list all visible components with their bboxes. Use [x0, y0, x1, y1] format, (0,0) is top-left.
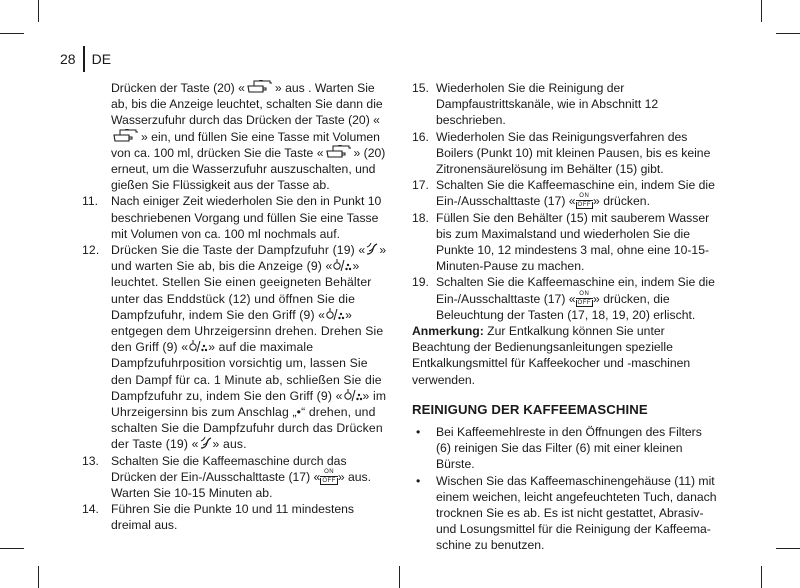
list-item: 16. Wiederholen Sie das Reinigungsverfahren des Boilers (Punkt 10) mit kleinen Pausen, bis es keine Zitronensäurelösung im Behälter (15) gibt.: [412, 129, 711, 177]
crop-mark: [761, 0, 762, 22]
coffee-cup-icon: [324, 145, 354, 159]
crop-mark: [776, 548, 800, 549]
list-item: 11. Nach einiger Zeit wiederholen Sie den in Punkt 10 beschriebenen Vorgang und füllen Sie eine Tasse mit Volumen von ca. 100 ml nochmals auf.: [82, 194, 382, 241]
crop-mark: [399, 566, 400, 588]
page-header: [60, 48, 111, 70]
note-paragraph: Anmerkung: Zur Entkalkung können Sie unter Beachtung der Bedienungsanleitungen spezielle Entkalkungsmittel für Kaffeekocher und -maschinen verwenden.: [412, 324, 691, 387]
crop-mark: [0, 33, 24, 34]
note-label: Anmerkung:: [412, 324, 484, 339]
crop-mark: [761, 566, 762, 588]
coffee-cup-icon: [245, 80, 275, 94]
section-heading: REINIGUNG DER KAFFEEMASCHINE: [412, 401, 648, 417]
crop-mark: [38, 0, 39, 22]
header-divider: [83, 46, 85, 72]
language-code: DE: [91, 51, 112, 67]
intro-paragraph: Drücken der Taste (20) « » aus . Warten Sie ab, bis die Anzeige leuchtet, schalten Sie dann die Wasserzufuhr durch das Drücken der Taste (20) «» ein, und füllen Sie eine Tasse mit Volumen von ca. 100 ml, drücken Sie die Taste « » (20) erneut, um die Wasserzufuhr auszuschalten, und gießen Sie Flüssigkeit aus der Tasse ab.: [111, 81, 386, 193]
bullet-item: • Bei Kaffeemehlreste in den Öffnungen des Filters (6) reinigen Sie das Filter (6) mit einer kleinen Bürste.: [416, 425, 702, 472]
list-item: 17. Schalten Sie die Kaffeemaschine ein, indem Sie die Ein-/Ausschalttaste (17) « ON OFF » drücken.: [412, 178, 715, 209]
knob-dial-icon: [188, 340, 208, 353]
knob-dial-icon: [332, 259, 352, 272]
list-item: 14. Führen Sie die Punkte 10 und 11 mindestens dreimal aus.: [82, 502, 355, 533]
list-item: 18. Füllen Sie den Behälter (15) mit sauberem Wasser bis zum Maximalstand und wiederholen Sie die Punkte 10, 12 mindestens 3 mal, ohne eine 10-15-Minuten-Pause zu machen.: [412, 210, 710, 274]
steam-icon: [365, 242, 379, 256]
bullet-item: • Wischen Sie das Kaffeemaschinengehäuse (11) mit einem weichen, leicht angefeuchteten Tuch, danach trocknen Sie es ab. Es ist nicht gestattet, Abrasiv- und Losungsmittel für die Reinigung der Kaffeema-schine zu benutzen.: [416, 473, 717, 553]
crop-mark: [38, 566, 39, 588]
list-item: 12. Drücken Sie die Taste der Dampfzufuhr (19) « » und warten Sie ab, bis die Anzeige (9) « » leuchtet. Stellen Sie einen geeigneten Behälter unter das Enddstück (12) und öffnen Sie die Dampfzufuhr, indem Sie den Griff (9) « » entgegen dem Uhrzeigersinn drehen. Drehen Sie den Griff (9) « » auf die maximale Dampfzufuhrposition vorsichtig um, lassen Sie den Dampf für ca. 1 Minute ab, schließen Sie die Dampfzufuhr zu, indem Sie den Griff (9) « » im Uhrzeigersinn bis zum Anschlag „•“ drehen, und schalten Sie die Dampfzufuhr durch das Drücken der Taste (19) « » aus.: [82, 243, 387, 452]
coffee-cup-icon: [111, 129, 141, 143]
steam-icon: [199, 436, 213, 450]
left-column: [82, 80, 388, 534]
right-column: [412, 80, 718, 554]
knob-dial-icon: [325, 308, 345, 321]
crop-mark: [0, 548, 24, 549]
on-off-icon: ON OFF: [322, 468, 336, 484]
list-item: 15. Wiederholen Sie die Reinigung der Dampfaustrittskanäle, wie in Abschnitt 12 beschrieben.: [412, 81, 659, 128]
crop-mark: [776, 33, 800, 34]
on-off-icon: ON OFF: [577, 290, 592, 306]
knob-dial-icon: [343, 389, 363, 402]
list-item: 19. Schalten Sie die Kaffeemaschine ein, indem Sie die Ein-/Ausschalttaste (17) « ON OFF » drücken, die Beleuchtung der Tasten (17, 18, 19, 20) erlischt.: [412, 275, 715, 322]
on-off-icon: ON OFF: [577, 193, 592, 209]
page-number: 28: [60, 51, 76, 67]
list-item: 13. Schalten Sie die Kaffeemaschine durch das Drücken der Ein-/Ausschalttaste (17) « ON OFF » aus. Warten Sie 10-15 Minuten ab.: [82, 453, 372, 501]
